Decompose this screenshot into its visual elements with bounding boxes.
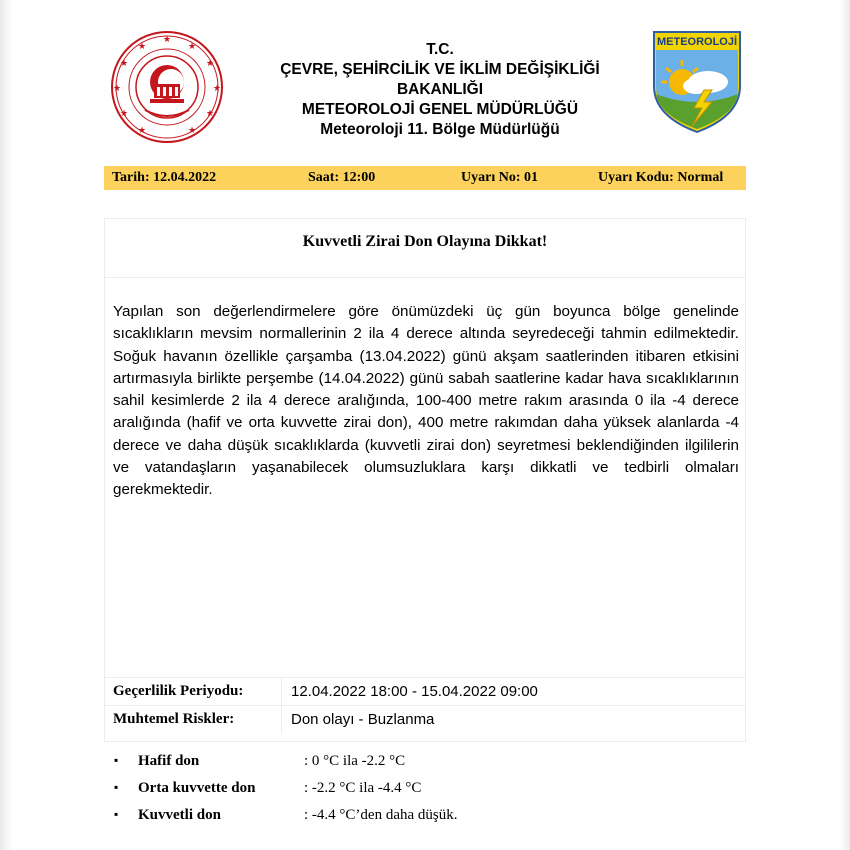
risk-range: : -4.4 °C’den daha düşük. <box>304 807 458 823</box>
risk-range: : -2.2 °C ila -4.4 °C <box>304 780 422 796</box>
svg-text:★: ★ <box>137 126 147 136</box>
time-label: Saat: 12:00 <box>308 170 376 185</box>
risk-name: Kuvvetli don <box>138 807 221 823</box>
logo-text: METEOROLOJİ <box>656 36 738 48</box>
risks-row <box>105 705 745 733</box>
risks-value: Don olayı - Buzlanma <box>291 711 435 728</box>
bullet-icon: ▪ <box>114 780 119 794</box>
svg-text:★: ★ <box>162 35 172 45</box>
row-divider <box>281 678 282 705</box>
bullet-icon: ▪ <box>114 753 119 767</box>
svg-text:★: ★ <box>187 126 197 136</box>
validity-value: 12.04.2022 18:00 - 15.04.2022 09:00 <box>291 683 538 700</box>
heading-ministry: ÇEVRE, ŞEHİRCİLİK VE İKLİM DEĞİŞİKLİĞİ <box>280 61 600 78</box>
svg-text:★: ★ <box>119 109 129 119</box>
svg-text:★: ★ <box>205 109 215 119</box>
svg-text:★: ★ <box>205 59 215 69</box>
warning-number-label: Uyarı No: 01 <box>461 170 538 185</box>
page-edge-right <box>840 0 850 850</box>
warning-info-bar <box>104 166 746 190</box>
svg-text:★: ★ <box>212 84 222 94</box>
list-item <box>110 807 590 829</box>
list-item <box>110 753 590 775</box>
date-label: Tarih: 12.04.2022 <box>112 170 217 185</box>
warning-body-text: Yapılan son değerlendirmelere göre önümüzdeki üç gün boyunca bölge genelinde sıcaklıkların mevsim normallerinin 2 ila 4 derece altında seyredeceği tahmin edilmektedir. Soğuk havanın özellikle çarşamba (13.04.2022) günü akşam saatlerinden itibaren etkisini artırmasıyla birlikte perşembe (14.04.2022) günü sabah saatlerine kadar hava sıcaklıklarının sahil kesimlerde 2 ila 4 derece aralığında, 100-400 metre rakım arasında 0 ila -4 derece aralığında (hafif ve orta kuvvette zirai don), 400 metre rakımdan daha yüksek alanlarda -4 derece ve daha düşük sıcaklıklarda (kuvvetli zirai don) seyretmesi beklendiğinden ilgililerin ve vatandaşların yaşanabilecek olumsuzluklara karşı dikkatli ve tedbirli olmaları gerekmektedir. <box>113 303 739 499</box>
list-item <box>110 780 590 802</box>
warning-code-label: Uyarı Kodu: Normal <box>598 170 724 185</box>
risk-name: Orta kuvvette don <box>138 780 256 796</box>
ministry-heading <box>230 40 650 140</box>
warning-content-frame <box>104 218 746 742</box>
svg-text:★: ★ <box>137 42 147 52</box>
meteoroloji-logo <box>652 30 742 134</box>
heading-tc: T.C. <box>426 41 454 58</box>
risks-label: Muhtemel Riskler: <box>113 711 235 727</box>
heading-directorate: METEOROLOJİ GENEL MÜDÜRLÜĞÜ <box>301 101 579 118</box>
page-edge-left <box>0 0 12 850</box>
heading-bakanlik: BAKANLIĞI <box>396 81 484 98</box>
svg-text:★: ★ <box>112 84 122 94</box>
risk-name: Hafif don <box>138 753 200 769</box>
bullet-icon: ▪ <box>114 807 119 821</box>
warning-title: Kuvvetli Zirai Don Olayına Dikkat! <box>105 219 745 278</box>
validity-row <box>105 677 745 705</box>
risk-range: : 0 °C ila -2.2 °C <box>304 753 406 769</box>
svg-text:★: ★ <box>187 42 197 52</box>
svg-text:★: ★ <box>119 59 129 69</box>
heading-regional: Meteoroloji 11. Bölge Müdürlüğü <box>320 121 560 138</box>
ministry-seal-logo <box>110 30 224 144</box>
validity-label: Geçerlilik Periyodu: <box>113 683 244 699</box>
row-divider <box>281 706 282 733</box>
